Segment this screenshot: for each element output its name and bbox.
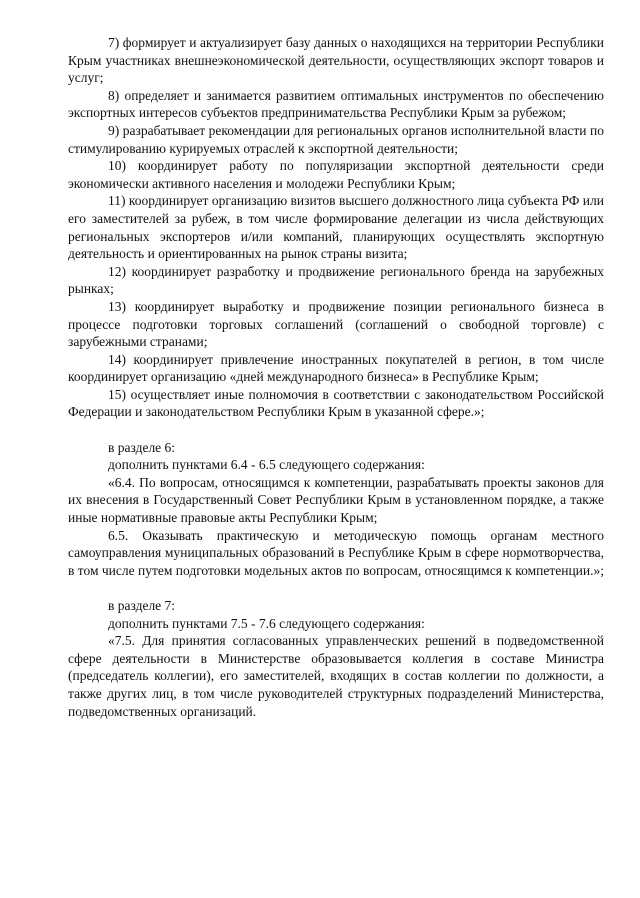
paragraph-item-14: 14) координирует привлечение иностранных покупателей в регион, в том числе координирует организацию «дней международного бизнеса» в Республике Крым; <box>68 351 604 385</box>
paragraph-6-5: 6.5. Оказывать практическую и методическую помощь органам местного самоуправления муниципальных образований в Республике Крым в сфере нормотворчества, в том числе путем подготовки модельных актов по вопросам, относящимся к компетенции.»; <box>68 527 605 578</box>
paragraph-item-10: 10) координирует работу по популяризации экспортной деятельности среди экономически активного населения и молодежи Республики Крым; <box>68 158 604 191</box>
section-7-intro: дополнить пунктами 7.5 - 7.6 следующего содержания: <box>108 615 425 631</box>
paragraph-item-13: 13) координирует выработку и продвижение позиции регионального бизнеса в процессе подготовки торговых соглашений (соглашений о свободной торговле) с зарубежными странами; <box>68 298 604 350</box>
paragraph-item-12: 12) координирует разработку и продвижение регионального бренда на зарубежных рынках; <box>68 263 604 297</box>
paragraph-7-5: «7.5. Для принятия согласованных управленческих решений в подведомственной сфере деятельности в Министерстве образовывается коллегия в составе Министра (председатель коллегии), его заместителей, входящих в состав коллегии по должности, а также других лиц, в том числе руководителей структурных подразделений Министерства, подведомственных организаций. <box>68 633 604 719</box>
paragraph-item-7: 7) формирует и актуализирует базу данных о находящихся на территории Республики Крым участниках внешнеэкономической деятельности, осуществляющих экспорт товаров и услуг; <box>68 35 604 86</box>
paragraph-6-4: «6.4. По вопросам, относящимся к компетенции, разрабатывать проекты законов для их внесения в Государственный Совет Республики Крым в установленном порядке, а также иные нормативные правовые акты Республики Крым; <box>68 474 604 526</box>
paragraph-item-8: 8) определяет и занимается развитием оптимальных инструментов по обеспечению экспортных интересов субъектов предпринимательства Республики Крым за рубежом; <box>68 87 604 121</box>
paragraph-item-11: 11) координирует организацию визитов высшего должностного лица субъекта РФ или его заместителей за рубеж, в том числе формирование делегации из числа действующих региональных экспортеров и/или компаний, планирующих осуществлять экспортную деятельность и ориентированных на рынок страны визита; <box>68 193 604 262</box>
section-6-intro: дополнить пунктами 6.4 - 6.5 следующего содержания: <box>108 457 425 473</box>
section-6-heading: в разделе 6: <box>108 439 176 455</box>
paragraph-spacer <box>68 421 604 439</box>
section-7-heading: в разделе 7: <box>108 598 176 613</box>
paragraph-item-15: 15) осуществляет иные полномочия в соответствии с законодательством Российской Федерации и законодательством Республики Крым в указанной сфере.»; <box>68 386 604 420</box>
paragraph-spacer <box>68 579 604 597</box>
paragraph-item-9: 9) разрабатывает рекомендации для региональных органов исполнительной власти по стимулированию курируемых отраслей к экспортной деятельности; <box>68 122 604 156</box>
